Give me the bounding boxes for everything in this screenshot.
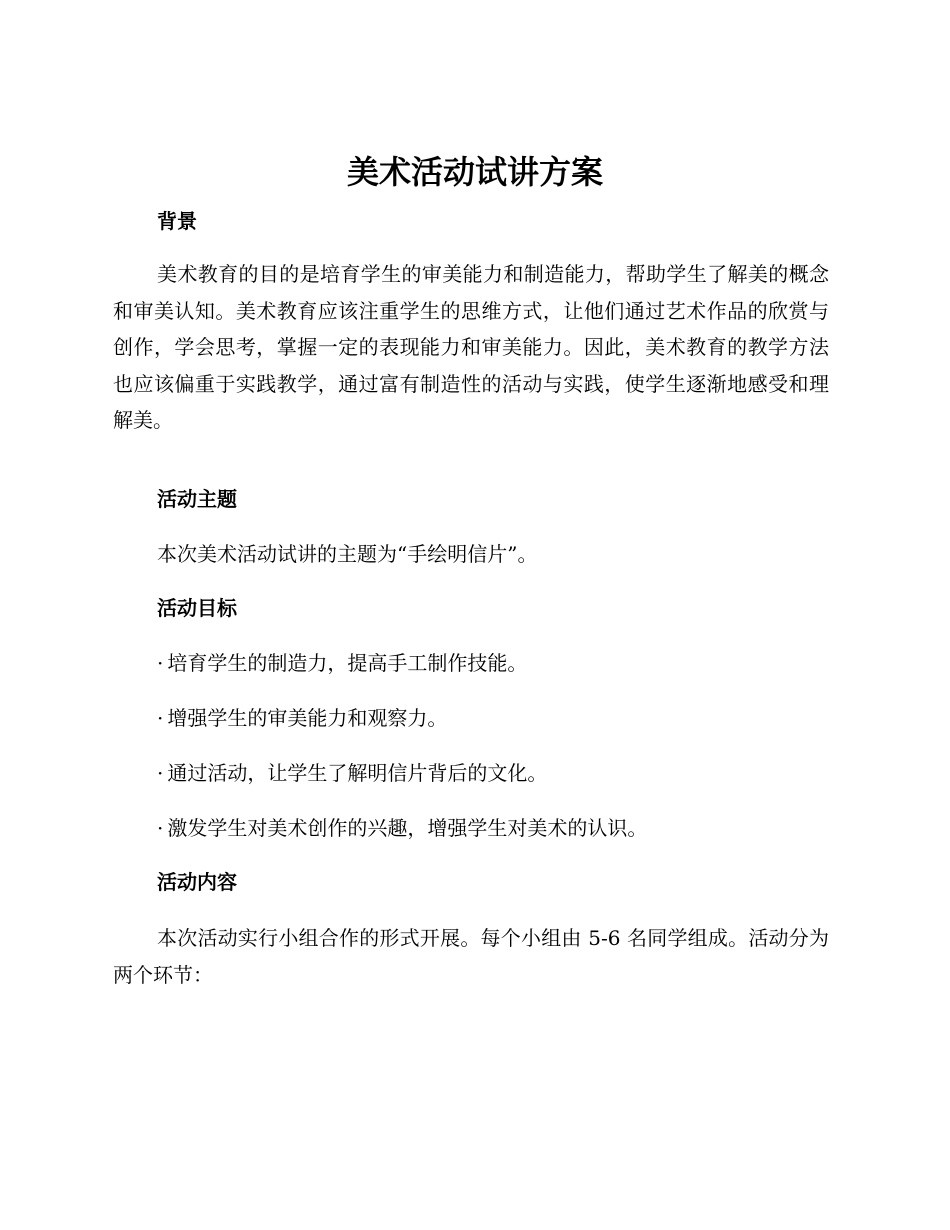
goal-text: 增强学生的审美能力和观察力。 <box>167 706 448 730</box>
paragraph-content: 本次活动实行小组合作的形式开展。每个小组由 5-6 名同学组成。活动分为两个环节： <box>113 926 829 987</box>
bullet-icon: · <box>157 651 164 675</box>
goal-list-item <box>157 704 447 732</box>
goal-list-item <box>157 649 527 677</box>
section-heading-goals: 活动目标 <box>157 596 237 620</box>
goal-list-item <box>157 814 647 842</box>
bullet-icon: · <box>157 706 164 730</box>
goal-text: 通过活动，让学生了解明信片背后的文化。 <box>167 761 548 785</box>
section-heading-theme: 活动主题 <box>157 487 237 511</box>
section-heading-background: 背景 <box>157 209 197 233</box>
document-title: 美术活动试讲方案 <box>346 153 603 191</box>
paragraph-background: 美术教育的目的是培育学生的审美能力和制造能力，帮助学生了解美的概念和审美认知。美术教育应该注重学生的思维方式，让他们通过艺术作品的欣赏与创作，学会思考，掌握一定的表现能力和审美能力。因此，美术教育的教学方法也应该偏重于实践教学，通过富有制造性的活动与实践，使学生逐渐地感受和理解美。 <box>113 262 829 432</box>
goal-text: 激发学生对美术创作的兴趣，增强学生对美术的认识。 <box>167 816 648 840</box>
section-heading-content: 活动内容 <box>157 870 237 894</box>
paragraph-theme: 本次美术活动试讲的主题为“手绘明信片”。 <box>157 542 538 566</box>
bullet-icon: · <box>157 816 164 840</box>
bullet-icon: · <box>157 761 164 785</box>
goal-list-item <box>157 759 547 787</box>
goal-text: 培育学生的制造力，提高手工制作技能。 <box>167 651 528 675</box>
